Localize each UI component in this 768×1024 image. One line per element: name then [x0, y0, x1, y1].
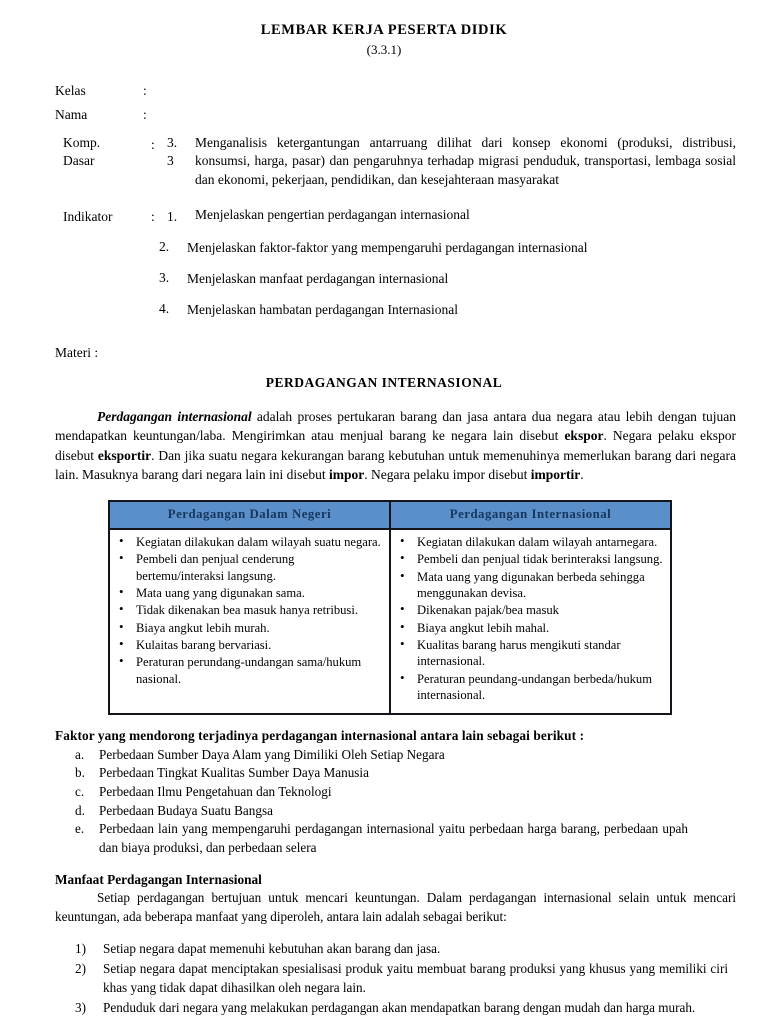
list-text: Setiap negara dapat menciptakan spesialisasi produk yaitu membuat barang produksi yang khusus yang memiliki ciri khas yang tidak dapat dihasilkan oleh negara lain. [103, 961, 728, 995]
indent-spacer [55, 239, 159, 258]
field-row-nama [55, 104, 736, 126]
comparison-table-wrapper [0, 500, 768, 715]
list-item [0, 746, 768, 765]
list-item: • Mata uang yang digunakan sama. [136, 585, 383, 601]
manfaat-intro-paragraph: Setiap perdagangan bertujuan untuk mencari keuntungan. Dalam perdagangan internasional selain untuk mencari keuntungan, ada beberapa manfaat yang diperoleh, antara lain adalah sebagai berikut: [55, 889, 736, 924]
table-row [109, 529, 671, 714]
cell-internasional [390, 529, 671, 714]
kd-number-line-2: 3 [167, 152, 174, 168]
faktor-heading: Faktor yang mendorong terjadinya perdagangan internasional antara lain sebagai berikut : [55, 727, 585, 743]
indikator-item-3 [55, 270, 736, 289]
list-marker: 1) [75, 941, 86, 957]
nama-colon: : [143, 106, 147, 122]
column-header-internasional: Perdagangan Internasional [390, 501, 671, 529]
indikator-number-1: 1. [167, 208, 178, 224]
field-row-indikator [55, 206, 736, 228]
list-marker: c. [75, 784, 85, 800]
comparison-table-head [109, 501, 671, 529]
term-ekspor: ekspor [564, 428, 604, 444]
list-item: • Peraturan perundang-undangan sama/hukum nasional. [136, 654, 383, 687]
manfaat-list [0, 940, 768, 1017]
table-header-row [109, 501, 671, 529]
definition-text-4: . Negara pelaku impor disebut [364, 466, 531, 482]
term-impor: impor [329, 466, 365, 482]
kd-label-line-2: Dasar [63, 152, 95, 168]
kompetensi-dasar-label [55, 134, 151, 170]
definition-text-5: . [580, 466, 584, 482]
dalam-negeri-list [112, 534, 383, 687]
materi-label: Materi : [55, 345, 99, 361]
list-item: • Kualitas barang harus mengikuti standar internasional. [417, 637, 664, 670]
list-text: Penduduk dari negara yang melakukan perdagangan akan mendapatkan barang dengan mudah dan harga murah. [103, 999, 696, 1015]
indikator-colon: : [151, 208, 155, 224]
list-item [0, 999, 768, 1018]
indent-spacer [55, 301, 159, 320]
list-text: Perbedaan Tingkat Kualitas Sumber Daya Manusia [99, 765, 369, 781]
definition-paragraph-block [0, 407, 768, 484]
list-item: • Kulaitas barang bervariasi. [136, 637, 383, 653]
list-item [0, 960, 768, 997]
kd-colon: : [151, 136, 155, 152]
indikator-text-1: Menjelaskan pengertian perdagangan internasional [195, 206, 470, 222]
kelas-label: Kelas [55, 83, 86, 98]
indikator-item-2 [55, 239, 736, 258]
list-item [0, 820, 768, 857]
list-text: Perbedaan lain yang mempengaruhi perdagangan internasional yaitu perbedaan harga barang, perbedaan upah dan biaya produksi, dan perbedaan selera [99, 821, 688, 856]
kd-text: Menganalisis ketergantungan antarruang dilihat dari konsep ekonomi (produksi, distribusi, konsumsi, harga, pasar) dan pengaruhnya terhadap migrasi penduduk, transportasi, lembaga sosial dan ekonomi, pekerjaan, pendidikan, dan kesejahteraan masyarakat [195, 134, 736, 187]
list-item [0, 764, 768, 783]
definition-text-3: . Dan jika suatu negara kekurangan barang kebutuhan untuk memenuhinya memerlukan barang dari negara lain. Masuknya barang dari negara lain ini disebut [55, 447, 736, 482]
list-item: • Peraturan peundang-undangan berbeda/hukum internasional. [417, 671, 664, 704]
comparison-table [108, 500, 672, 715]
list-item: • Biaya angkut lebih mahal. [417, 620, 664, 636]
list-item: • Tidak dikenakan bea masuk hanya retribusi. [136, 602, 383, 618]
list-text: Perbedaan Ilmu Pengetahuan dan Teknologi [99, 784, 332, 800]
indikator-text-4: Menjelaskan hambatan perdagangan Internasional [187, 301, 459, 317]
list-item: • Mata uang yang digunakan berbeda sehingga menggunakan devisa. [417, 569, 664, 602]
list-item [0, 783, 768, 802]
kd-number [167, 134, 195, 170]
list-marker: d. [75, 802, 85, 818]
list-marker: a. [75, 746, 85, 762]
list-text: Perbedaan Sumber Daya Alam yang Dimiliki Oleh Setiap Negara [99, 746, 445, 762]
definition-text-2: . Negara pelaku ekspor disebut [55, 428, 736, 463]
indikator-item-4 [55, 301, 736, 320]
term-eksportir: eksportir [97, 447, 152, 463]
kd-number-line-1: 3. [167, 134, 178, 150]
list-item: • Pembeli dan penjual cenderung bertemu/interaksi langsung. [136, 551, 383, 584]
indikator-text-3: Menjelaskan manfaat perdagangan internasional [187, 271, 449, 287]
indikator-number-3: 3. [159, 270, 170, 286]
list-item: • Pembeli dan penjual tidak berinteraksi langsung. [417, 551, 664, 567]
list-marker: b. [75, 765, 85, 781]
list-item: • Kegiatan dilakukan dalam wilayah suatu negara. [136, 534, 383, 550]
field-row-kelas [55, 80, 736, 102]
indikator-number-2: 2. [159, 239, 170, 255]
cell-dalam-negeri [109, 529, 390, 714]
kelas-colon: : [143, 83, 147, 98]
list-text: Perbedaan Budaya Suatu Bangsa [99, 802, 273, 818]
list-marker: 2) [75, 961, 86, 977]
meta-block [0, 80, 768, 319]
list-item: • Biaya angkut lebih murah. [136, 620, 383, 636]
list-text: Setiap negara dapat memenuhi kebutuhan akan barang dan jasa. [103, 941, 441, 957]
indikator-number-4: 4. [159, 300, 170, 316]
section-title: PERDAGANGAN INTERNASIONAL [265, 375, 503, 391]
list-item [0, 940, 768, 959]
manfaat-heading: Manfaat Perdagangan Internasional [55, 871, 262, 887]
list-marker: 3) [75, 999, 86, 1015]
list-item: • Dikenakan pajak/bea masuk [417, 602, 664, 618]
kd-label-line-1: Komp. [63, 134, 101, 150]
definition-paragraph [55, 407, 736, 484]
list-item [0, 802, 768, 821]
list-item: • Kegiatan dilakukan dalam wilayah antarnegara. [417, 534, 664, 550]
document-title: LEMBAR KERJA PESERTA DIDIK [260, 22, 508, 38]
comparison-table-body [109, 529, 671, 714]
term-importir: importir [530, 466, 581, 482]
column-header-dalam-negeri: Perdagangan Dalam Negeri [109, 501, 390, 529]
definition-text-1: adalah proses pertukaran barang dan jasa antara dua negara atau lebih dengan tujuan mendapatkan keuntungan/laba. Mengirimkan atau menjual barang ke negara lain disebut [55, 409, 736, 444]
field-row-kompetensi-dasar [55, 134, 736, 190]
faktor-list [0, 746, 768, 858]
nama-label: Nama [55, 106, 88, 122]
indikator-text-2: Menjelaskan faktor-faktor yang mempengaruhi perdagangan internasional [187, 240, 588, 256]
indikator-label: Indikator [63, 208, 113, 224]
internasional-list [393, 534, 664, 704]
document-subtitle: (3.3.1) [366, 42, 402, 57]
list-marker: e. [75, 821, 85, 837]
indent-spacer [55, 270, 159, 289]
term-perdagangan-internasional: Perdagangan internasional [97, 409, 252, 425]
